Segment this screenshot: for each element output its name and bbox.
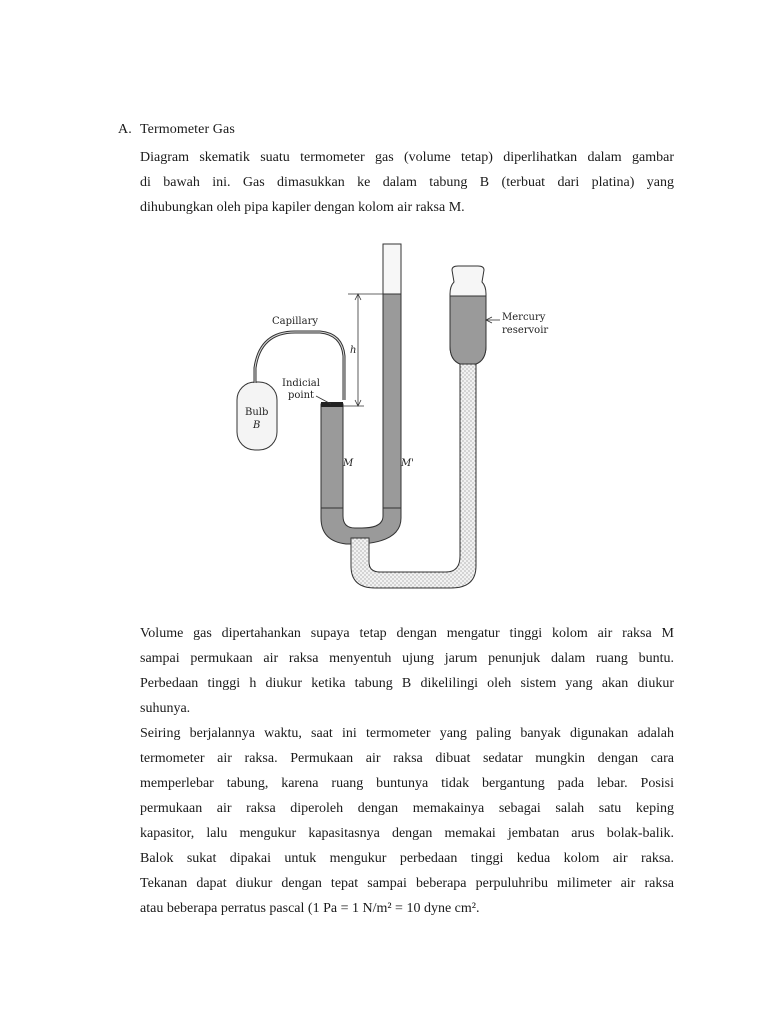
- bulb-label: Bulb: [245, 407, 269, 418]
- paragraph-line: suhunya.: [140, 701, 191, 716]
- paragraph-line: Balok sukat dipakai untuk mengukur perbedaan tinggi kedua kolom air raksa.: [140, 851, 674, 866]
- paragraph-line: Diagram skematik suatu termometer gas (volume tetap) diperlihatkan dalam gambar: [140, 150, 674, 165]
- diagram-svg: [230, 236, 560, 592]
- section-title: Termometer Gas: [140, 122, 235, 137]
- indicial-label: Indicial: [282, 378, 320, 389]
- section-heading: [118, 122, 235, 138]
- mercury-label: Mercury: [502, 312, 546, 323]
- paragraph-line: kapasitor, lalu mengukur kapasitasnya dengan memakai jembatan arus bolak-balik.: [140, 826, 674, 841]
- paragraph-line: Volume gas dipertahankan supaya tetap dengan mengatur tinggi kolom air raksa M: [140, 626, 674, 641]
- volume-paragraph: [140, 621, 674, 721]
- column-m: [321, 404, 343, 509]
- paragraph-line: atau beberapa perratus pascal (1 Pa = 1 N/m² = 10 dyne cm².: [140, 901, 480, 916]
- bulb-letter: B: [253, 420, 261, 431]
- m-prime-label: M': [401, 458, 414, 469]
- paragraph-line: termometer air raksa. Permukaan air raksa dibuat sedatar mungkin dengan cara: [140, 751, 674, 766]
- indicial-point-marker: [321, 402, 343, 407]
- paragraph-line: permukaan air raksa diperoleh dengan memakainya sebagai salah satu keping: [140, 801, 674, 816]
- section-number: A.: [118, 122, 132, 137]
- column-m-prime-mercury: [383, 294, 401, 509]
- paragraph-line: di bawah ini. Gas dimasukkan ke dalam tabung B (terbuat dari platina) yang: [140, 175, 674, 190]
- mercury-thermometer-paragraph: [140, 721, 674, 921]
- paragraph-line: sampai permukaan air raksa menyentuh ujung jarum penunjuk dalam ruang buntu.: [140, 651, 674, 666]
- flexible-tube: [351, 356, 476, 588]
- paragraph-line: memperlebar tabung, karena ruang buntunya tidak bergantung pada lebar. Posisi: [140, 776, 674, 791]
- h-label: h: [350, 345, 357, 356]
- paragraph-line: Seiring berjalannya waktu, saat ini termometer yang paling banyak digunakan adalah: [140, 726, 674, 741]
- capillary-label: Capillary: [272, 316, 319, 327]
- gas-thermometer-diagram: [230, 236, 560, 592]
- mercury-reservoir-fill: [450, 296, 486, 364]
- paragraph-line: Tekanan dapat diukur dengan tepat sampai beberapa perpuluhribu milimeter air raksa: [140, 876, 674, 891]
- paragraph-line: dihubungkan oleh pipa kapiler dengan kolom air raksa M.: [140, 200, 465, 215]
- intro-paragraph: [140, 145, 674, 220]
- m-label: M: [343, 458, 354, 469]
- paragraph-line: Perbedaan tinggi h diukur ketika tabung B dikelilingi oleh sistem yang akan diukur: [140, 676, 674, 691]
- reservoir-label: reservoir: [502, 325, 549, 336]
- indicial-label-2: point: [288, 390, 315, 401]
